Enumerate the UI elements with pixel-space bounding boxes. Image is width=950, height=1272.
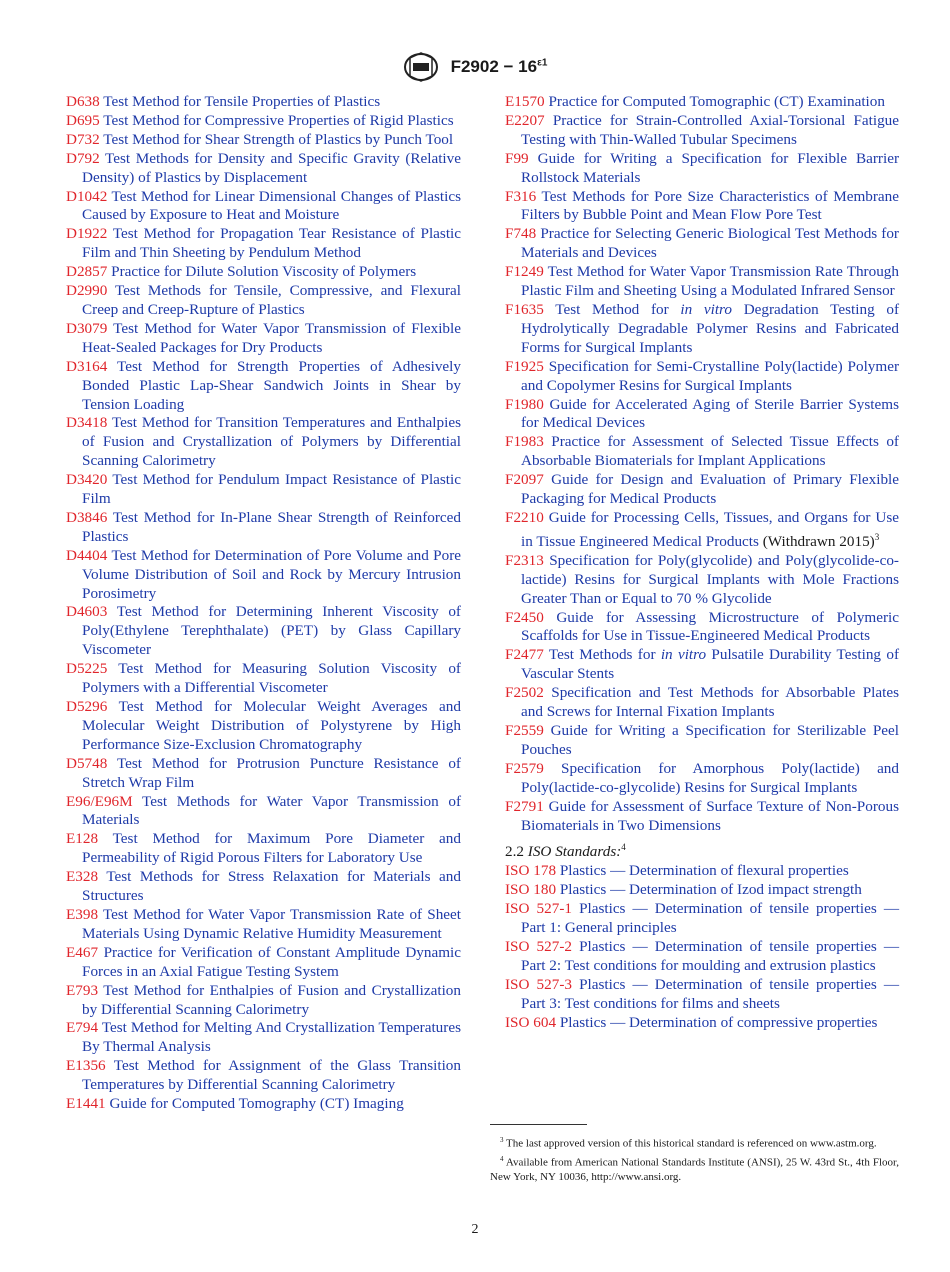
reference-entry — [66, 188, 461, 226]
reference-title-link[interactable]: Test Method for Propagation Tear Resistance of Plastic Film and Thin Sheeting by Pendulum Method — [82, 225, 461, 262]
footnote-divider — [490, 1124, 587, 1125]
reference-code-link[interactable]: F2097 — [505, 471, 544, 489]
reference-title-link[interactable]: Plastics — Determination of compressive properties — [559, 1013, 878, 1031]
reference-code-link[interactable]: F2450 — [505, 608, 544, 626]
reference-code-link[interactable]: D5296 — [66, 698, 108, 715]
reference-code-link[interactable]: E1356 — [66, 1057, 106, 1075]
reference-entry — [66, 414, 461, 471]
reference-entry — [66, 358, 461, 415]
reference-code-link[interactable]: D4603 — [66, 603, 108, 621]
reference-code-link[interactable]: D1042 — [66, 187, 108, 205]
reference-title-link[interactable]: Guide for Assessment of Surface Texture of Non-Porous Biomaterials in Two Dimensions — [521, 797, 899, 834]
reference-title-link[interactable]: Test Method for Maximum Pore Diameter and Permeability of Rigid Porous Filters for Laboratory Use — [82, 830, 461, 867]
reference-code-link[interactable]: F748 — [505, 225, 537, 243]
reference-code-link[interactable]: D2990 — [66, 282, 108, 300]
reference-entry — [66, 603, 461, 660]
reference-title-link[interactable]: Test Method for Protrusion Puncture Resistance of Stretch Wrap Film — [82, 754, 461, 791]
reference-title-link[interactable]: Guide for Design and Evaluation of Primary Flexible Packaging for Medical Products — [521, 471, 899, 508]
reference-title-link[interactable]: Test Methods for Water Vapor Transmission of Materials — [82, 792, 461, 829]
reference-code-link[interactable]: D3164 — [66, 357, 108, 375]
reference-title-link[interactable]: Test Method for Strength Properties of Adhesively Bonded Plastic Lap-Shear Sandwich Joints in Shear by Tension Loading — [82, 357, 461, 413]
reference-title-link[interactable]: Test Method for Assignment of the Glass Transition Temperatures by Differential Scanning Calorimetry — [82, 1057, 461, 1094]
reference-title-link[interactable]: Test Method for Enthalpies of Fusion and Crystallization by Differential Scanning Calorimetry — [82, 981, 461, 1018]
reference-code-link[interactable]: D2857 — [66, 263, 108, 281]
reference-title-link[interactable]: Guide for Writing a Specification for Flexible Barrier Rollstock Materials — [521, 149, 899, 186]
reference-title-link[interactable]: Test Methods for Pore Size Characteristics of Membrane Filters by Bubble Point and Mean Flow Pore Test — [521, 187, 899, 224]
reference-code-link[interactable]: F1925 — [505, 357, 544, 375]
footnote-number: 4 — [500, 1154, 504, 1163]
reference-title-link[interactable]: Test Method for in vitro Degradation Testing of Hydrolytically Degradable Polymer Resins and Fabricated Forms for Surgical Implants — [521, 300, 900, 356]
reference-entry — [66, 112, 461, 131]
reference-code-link[interactable]: D3079 — [66, 319, 108, 337]
reference-code-link[interactable]: F1249 — [505, 263, 544, 281]
reference-code-link[interactable]: F2477 — [505, 646, 544, 664]
reference-title-link[interactable]: Guide for Assessing Microstructure of Polymeric Scaffolds for Use in Tissue-Engineered Medical Products — [521, 608, 899, 645]
reference-entry — [505, 684, 899, 722]
reference-code-link[interactable]: E128 — [66, 830, 99, 848]
reference-entry — [505, 509, 899, 552]
reference-title-link[interactable]: Guide for Computed Tomography (CT) Imaging — [109, 1095, 404, 1113]
reference-entry — [505, 609, 899, 647]
reference-title-link[interactable]: Guide for Writing a Specification for Sterilizable Peel Pouches — [521, 721, 899, 758]
reference-code-link[interactable]: ISO 180 — [505, 881, 557, 899]
withdrawn-note: (Withdrawn 2015) — [758, 532, 875, 550]
reference-code-link[interactable]: F1983 — [505, 433, 544, 451]
reference-code-link[interactable]: E328 — [66, 868, 99, 886]
footnotes — [490, 1133, 899, 1185]
reference-title-link[interactable]: Plastics — Determination of tensile properties — Part 3: Test conditions for films and sheets — [521, 975, 900, 1012]
reference-title-link[interactable]: Plastics — Determination of tensile properties — Part 1: General principles — [521, 900, 900, 937]
reference-entry — [66, 793, 461, 831]
reference-code-link[interactable]: E794 — [66, 1019, 99, 1037]
reference-entry — [505, 862, 899, 881]
iso-reference-list — [505, 862, 899, 1032]
reference-code-link[interactable]: F2313 — [505, 551, 544, 569]
reference-code-link[interactable]: D732 — [66, 130, 100, 148]
reference-entry — [66, 868, 461, 906]
reference-title-link[interactable]: Test Method for Tensile Properties of Plastics — [103, 93, 381, 110]
reference-code-link[interactable]: F2791 — [505, 797, 544, 815]
reference-entry — [66, 320, 461, 358]
page-number: 2 — [471, 1222, 479, 1237]
reference-code-link[interactable]: D5748 — [66, 754, 108, 772]
reference-entry — [66, 131, 461, 150]
reference-entry — [505, 150, 899, 188]
reference-title-link[interactable]: Test Method for In-Plane Shear Strength of Reinforced Plastics — [82, 508, 461, 545]
reference-code-link[interactable]: D3418 — [66, 414, 108, 432]
reference-code-link[interactable]: D3846 — [66, 508, 108, 526]
reference-entry — [66, 471, 461, 509]
reference-entry — [505, 938, 899, 976]
reference-title-link[interactable]: Test Method for Pendulum Impact Resistance of Plastic Film — [82, 471, 461, 508]
reference-code-link[interactable]: E96/E96M — [66, 792, 133, 810]
reference-code-link[interactable]: F2210 — [505, 508, 544, 526]
reference-title-link[interactable]: Test Method for Water Vapor Transmission of Flexible Heat-Sealed Packages for Dry Products — [82, 319, 461, 356]
reference-code-link[interactable]: F316 — [505, 187, 537, 205]
reference-title-link[interactable]: Guide for Accelerated Aging of Sterile Barrier Systems for Medical Devices — [521, 395, 899, 432]
reference-entry — [505, 433, 899, 471]
reference-title-link[interactable]: Plastics — Determination of Izod impact strength — [559, 881, 862, 899]
reference-title-link[interactable]: Specification for Poly(glycolide) and Poly(glycolide-co-lactide) Resins for Surgical Implants with Mole Fractions Greater Than or Equal to 70 % Glycolide — [521, 551, 899, 607]
reference-title-link[interactable]: Test Method for Shear Strength of Plastics by Punch Tool — [103, 130, 454, 148]
reference-code-link[interactable]: E1570 — [505, 93, 545, 110]
reference-title-link[interactable]: Practice for Dilute Solution Viscosity of Polymers — [111, 263, 417, 281]
reference-entry — [66, 150, 461, 188]
reference-entry — [505, 301, 899, 358]
reference-code-link[interactable]: D4404 — [66, 546, 108, 564]
reference-code-link[interactable]: E467 — [66, 943, 99, 961]
reference-title-link[interactable]: Practice for Selecting Generic Biological Test Methods for Materials and Devices — [521, 225, 899, 262]
reference-entry — [505, 976, 899, 1014]
reference-entry — [66, 1095, 461, 1114]
reference-title-link[interactable]: Test Method for Determination of Pore Volume and Pore Volume Distribution of Soil and Rock by Mercury Intrusion Porosimetry — [82, 546, 461, 602]
document-designation: $F2902 - 16^{\varepsilon 1}$ — [450, 57, 548, 76]
right-reference-list — [505, 93, 899, 835]
reference-code-link[interactable]: D638 — [66, 93, 100, 110]
reference-code-link[interactable]: E1441 — [66, 1095, 106, 1113]
reference-entry — [66, 660, 461, 698]
reference-entry — [505, 112, 899, 150]
right-column — [505, 93, 899, 1033]
reference-code-link[interactable]: D695 — [66, 111, 100, 129]
reference-code-link[interactable]: F99 — [505, 149, 529, 167]
iso-section-heading: 2.2 ISO Standards:$^4$ — [505, 842, 626, 861]
footnote-ref: 3 — [874, 531, 880, 542]
reference-entry — [505, 188, 899, 226]
footnote-number: 3 — [500, 1136, 504, 1144]
reference-title-link[interactable]: Plastics — Determination of flexural properties — [559, 862, 849, 880]
reference-code-link[interactable]: F2579 — [505, 759, 544, 777]
reference-code-link[interactable]: E793 — [66, 981, 99, 999]
reference-title-link[interactable]: Test Methods for Tensile, Compressive, and Flexural Creep and Creep-Rupture of Plastics — [82, 282, 461, 318]
reference-entry — [66, 93, 461, 112]
reference-entry — [505, 1014, 899, 1033]
reference-title-link[interactable]: Practice for Strain-Controlled Axial-Torsional Fatigue Testing with Thin-Walled Tubular Specimens — [521, 111, 899, 148]
reference-code-link[interactable]: F2502 — [505, 684, 544, 702]
reference-code-link[interactable]: ISO 527-1 — [505, 900, 572, 918]
reference-entry — [66, 509, 461, 547]
reference-code-link[interactable]: E2207 — [505, 111, 545, 129]
reference-code-link[interactable]: D792 — [66, 149, 100, 167]
reference-title-link[interactable]: Test Methods for Stress Relaxation for Materials and Structures — [82, 868, 461, 905]
reference-entry — [505, 881, 899, 900]
reference-entry — [66, 944, 461, 982]
reference-title-link[interactable]: Test Method for Melting And Crystallization Temperatures By Thermal Analysis — [82, 1019, 461, 1056]
reference-entry — [505, 263, 899, 301]
reference-title-link[interactable]: Practice for Assessment of Selected Tissue Effects of Absorbable Biomaterials for Implant Applications — [521, 433, 899, 470]
reference-entry — [505, 225, 899, 263]
reference-code-link[interactable]: E398 — [66, 905, 99, 923]
reference-title-link[interactable]: Test Method for Compressive Properties of Rigid Plastics — [103, 111, 454, 129]
page-header — [0, 52, 950, 86]
reference-entry — [66, 830, 461, 868]
reference-entry — [505, 900, 899, 938]
reference-title-link[interactable]: Test Method for Measuring Solution Viscosity of Polymers with a Differential Viscometer — [82, 660, 461, 697]
reference-title-link[interactable]: Test Methods for in vitro Pulsatile Durability Testing of Vascular Stents — [521, 646, 900, 683]
reference-entry — [66, 1057, 461, 1095]
reference-code-link[interactable]: F1635 — [505, 300, 544, 318]
reference-title-link[interactable]: Specification for Amorphous Poly(lactide) and Poly(lactide-co-glycolide) Resins for Surgical Implants — [521, 759, 899, 796]
reference-title-link[interactable]: Practice for Verification of Constant Amplitude Dynamic Forces in an Axial Fatigue Testing System — [82, 943, 461, 980]
reference-entry — [66, 282, 461, 320]
reference-title-link[interactable]: Test Methods for Density and Specific Gravity (Relative Density) of Plastics by Displacement — [82, 149, 461, 186]
reference-title-link[interactable]: Specification for Semi-Crystalline Poly(lactide) Polymer and Copolymer Resins for Surgical Implants — [521, 357, 900, 394]
reference-entry — [505, 471, 899, 509]
reference-title-link[interactable]: Test Method for Water Vapor Transmission Rate of Sheet Materials Using Dynamic Relative Humidity Measurement — [82, 905, 461, 942]
reference-entry — [505, 760, 899, 798]
reference-entry — [505, 396, 899, 434]
reference-code-link[interactable]: ISO 178 — [505, 862, 557, 880]
footnote-entry: $^3$ The last approved version of this historical standard is referenced on www.astm.org. — [500, 1136, 877, 1150]
reference-entry — [66, 698, 461, 755]
reference-title-link[interactable]: Test Method for Linear Dimensional Changes of Plastics Caused by Exposure to Heat and Moisture — [82, 187, 461, 224]
reference-entry — [505, 646, 899, 684]
left-column — [66, 93, 461, 1114]
reference-code-link[interactable]: F1980 — [505, 395, 544, 413]
reference-entry — [66, 1019, 461, 1057]
reference-entry — [66, 547, 461, 604]
reference-code-link[interactable]: ISO 527-2 — [505, 938, 572, 955]
reference-title-link[interactable]: Guide for Processing Cells, Tissues, and Organs for Use in Tissue Engineered Medical Products — [521, 508, 900, 550]
reference-title-link[interactable]: Test Method for Molecular Weight Averages and Molecular Weight Distribution of Polystyrene by High Performance Size-Exclusion Chromatography — [82, 698, 461, 753]
reference-title-link[interactable]: Test Method for Determining Inherent Viscosity of Poly(Ethylene Terephthalate) (PET) by Glass Capillary Viscometer — [82, 603, 461, 659]
reference-entry — [66, 906, 461, 944]
reference-title-link[interactable]: Specification and Test Methods for Absorbable Plates and Screws for Internal Fixation Implants — [521, 684, 900, 721]
astm-logo-icon — [403, 52, 439, 82]
reference-entry — [505, 93, 899, 112]
reference-entry — [505, 798, 899, 836]
reference-code-link[interactable]: ISO 527-3 — [505, 975, 572, 993]
reference-code-link[interactable]: D3420 — [66, 471, 108, 489]
footnote-entry: $^4$ Available from American National Standards Institute (ANSI), 25 W. 43rd St., 4th Floor, New York, NY 10036, http://www.ansi.org. — [490, 1154, 899, 1184]
reference-entry — [66, 755, 461, 793]
reference-title-link[interactable]: Test Method for Water Vapor Transmission Rate Through Plastic Film and Sheeting Using a Modulated Infrared Sensor — [521, 263, 899, 300]
reference-code-link[interactable]: ISO 604 — [505, 1013, 557, 1031]
reference-title-link[interactable]: Test Method for Transition Temperatures and Enthalpies of Fusion and Crystallization of Polymers by Differential Scanning Calorimetry — [82, 414, 461, 470]
reference-entry — [66, 225, 461, 263]
reference-entry — [505, 552, 899, 609]
reference-entry — [66, 982, 461, 1020]
reference-entry — [66, 263, 461, 282]
reference-code-link[interactable]: D5225 — [66, 660, 108, 678]
reference-title-link[interactable]: Plastics — Determination of tensile properties — Part 2: Test conditions for moulding and extrusion plastics — [521, 938, 900, 974]
reference-code-link[interactable]: F2559 — [505, 721, 544, 739]
reference-title-link[interactable]: Practice for Computed Tomographic (CT) Examination — [548, 93, 885, 110]
reference-entry — [505, 358, 899, 396]
reference-entry — [505, 722, 899, 760]
reference-code-link[interactable]: D1922 — [66, 225, 108, 243]
